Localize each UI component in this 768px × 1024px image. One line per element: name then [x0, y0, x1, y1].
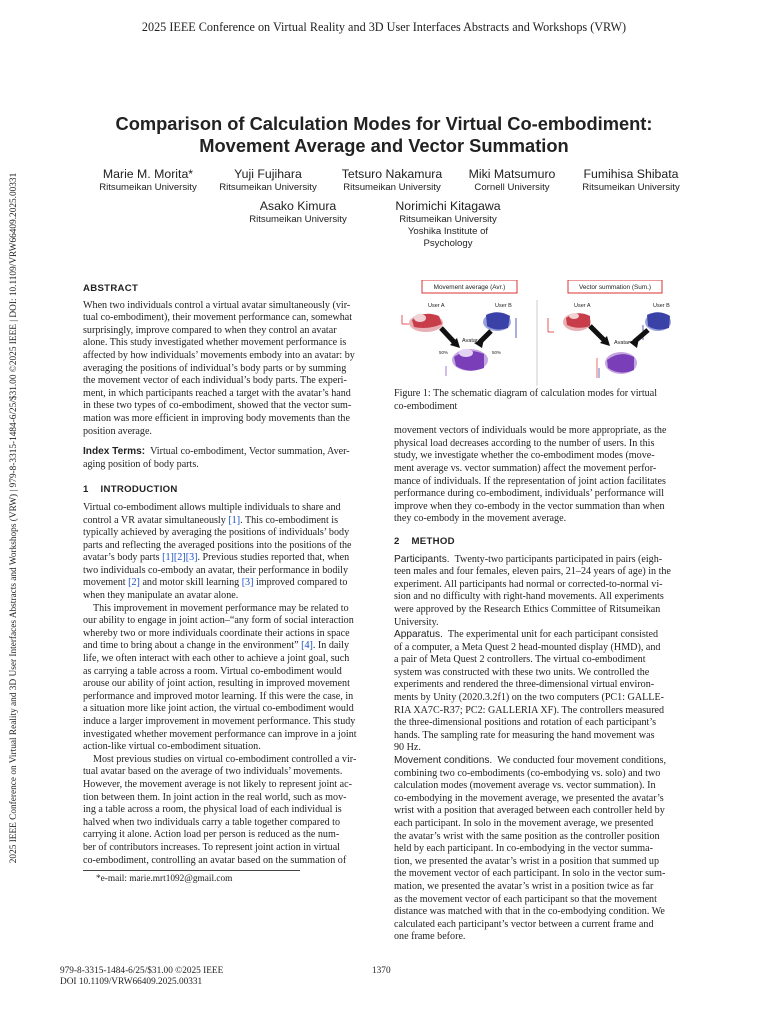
text-line: system was constructed with these two units. We controlled the: [394, 666, 650, 678]
text-line: action-like virtual co-embodiment situation.: [83, 741, 261, 753]
user-a-label: User A: [428, 303, 445, 309]
author-name: Asako Kimura: [259, 199, 337, 213]
index-terms-line: Virtual co-embodiment, Vector summation, Aver-: [150, 446, 350, 458]
text-line: and time to bring about a change in the environment” [4]. In daily: [83, 640, 350, 652]
author-7: [378, 199, 518, 250]
avatar-label: Avatar: [614, 340, 630, 346]
text-line: hands. The sampling rate for measuring the hand movement was: [394, 729, 655, 741]
intro-heading: [83, 484, 374, 497]
text-line: movement [2] and motor skill learning [3] improved compared to: [83, 577, 348, 589]
text-line: improve when they co-embody in the vector summation than when: [394, 500, 665, 512]
text-line: a situation more like joint action, the virtual co-embodiment would: [83, 703, 354, 715]
doi-sidebar: [4, 123, 24, 913]
arrow-a-to-avatar-icon: [590, 326, 604, 340]
avatar-arm-icon: [605, 352, 637, 374]
left-column: [83, 283, 374, 867]
section-number: 2: [394, 535, 400, 547]
abstract-line: surprisingly, improve compared to when they control an avatar: [83, 324, 337, 336]
text-line: movement vectors of individuals would be more appropriate, as the: [394, 425, 667, 437]
section-title: INTRODUCTION: [100, 484, 178, 496]
section-title: METHOD: [411, 535, 455, 547]
text-line: Most previous studies on virtual co-embodiment controlled a vir-: [93, 753, 357, 765]
text-line: performance during co-embodiment, individuals’ performance will: [394, 488, 665, 500]
caption-line: Figure 1: The schematic diagram of calculation modes for virtual: [394, 388, 658, 399]
text-line: two individuals co-embody an avatar, their performance in bodily: [83, 564, 349, 576]
avr-label: Movement average (Avr.): [433, 284, 506, 291]
apparatus-label: Apparatus.: [394, 629, 443, 641]
abstract-text: [83, 300, 374, 439]
citation-link[interactable]: [4]: [301, 640, 313, 652]
citation-link[interactable]: [2]: [128, 577, 140, 589]
isbn-line: 979-8-3315-1484-6/25/$31.00 ©2025 IEEE: [60, 966, 224, 976]
page-footer: [60, 966, 223, 988]
text-line: each participant. In solo in the movement average, we presented: [394, 818, 654, 829]
text-line: a pair of Meta Quest 2 controllers. The virtual co-embodiment: [394, 654, 646, 666]
author-name: Miki Matsumuro: [468, 167, 556, 181]
text-line: mance of individuals. If the representation of joint action facilitates: [394, 475, 666, 487]
author-affiliation: Ritsumeikan University: [399, 214, 497, 225]
author-4: [452, 167, 572, 194]
author-name: Fumihisa Shibata: [583, 167, 679, 181]
author-affiliation: Cornell University: [474, 182, 550, 193]
right-column: [394, 388, 685, 944]
author-name: Yuji Fujihara: [234, 167, 302, 181]
text-line: co-embodiment, controlling an avatar based on the summation of: [83, 854, 347, 866]
user-a-arm-icon: [409, 314, 443, 332]
author-affiliation: Ritsumeikan University: [343, 182, 441, 193]
text-line: study, we investigate whether the co-embodiment modes (move-: [394, 450, 655, 462]
author-affiliation: Psychology: [423, 238, 473, 249]
text-line: ments by Unity (2020.3.2f1) on the two computers (PC1: GALLE-: [394, 692, 664, 704]
title-line-1: Comparison of Calculation Modes for Virtual Co-embodiment:: [115, 113, 653, 134]
text-line: co-embodying in the movement average, we presented the avatar’s: [394, 792, 664, 804]
user-b-label: User B: [495, 303, 512, 309]
text-line: the avatar’s wrist with the same position as the controller position: [394, 830, 660, 842]
text-line: the movement vector of each participant. In solo in the vector sum-: [394, 868, 666, 880]
abstract-line: the movement vector of each individual’s body parts. The experi-: [83, 375, 347, 387]
text-line: sion and no difficulty with right-hand movements. All experiments: [394, 591, 664, 603]
text-line: tual avatar based on the average of two individuals’ movements.: [83, 766, 343, 778]
intro-paragraph-1: [83, 502, 374, 603]
arrow-a-to-avatar-icon: [441, 328, 454, 342]
text-line: 90 Hz.: [394, 742, 421, 754]
text-line: Twenty-two participants participated in pairs (eigh-: [454, 553, 663, 565]
text-line: life, we often interact with each other to achieve a joint goal, such: [83, 653, 350, 665]
avr-pct-a: 50%: [439, 350, 449, 355]
text-line: our ability to engage in joint action–“any form of social interaction: [83, 615, 354, 627]
text-line: carrying it alone. Action load per person is reduced as the num-: [83, 829, 340, 841]
text-line: tion, we presented the avatar’s wrist in a position that summed up: [394, 855, 660, 867]
text-line: performance and improved motor learning. If this were the case, in: [83, 690, 354, 702]
abstract-line: alone. This study investigated whether movement performance is: [83, 337, 347, 349]
text-line: teen males and four females, eleven pairs, 21–24 years of age) in the: [394, 566, 671, 578]
title-line-2: Movement Average and Vector Summation: [199, 135, 569, 156]
author-affiliation: Yoshika Institute of: [407, 226, 489, 237]
author-affiliation: Ritsumeikan University: [219, 182, 317, 193]
avr-pct-b: 50%: [492, 350, 502, 355]
citation-link[interactable]: [1]: [228, 514, 241, 526]
doi-line: DOI 10.1109/VRW66409.2025.00331: [60, 977, 203, 987]
author-name: Marie M. Morita*: [102, 167, 194, 181]
conditions-paragraph: [394, 755, 685, 944]
text-line: Virtual co-embodiment allows multiple individuals to share and: [83, 501, 341, 513]
text-line: experiment. All participants had normal or corrected-to-normal vi-: [394, 578, 663, 590]
conference-header: 2025 IEEE Conference on Virtual Reality and 3D User Interfaces Abstracts and Workshops (VRW): [141, 20, 627, 34]
text-line: distance was matched with that in the co-embodying condition. We: [394, 906, 665, 918]
text-line: calculation modes (movement average vs. vector summation). In: [394, 780, 656, 792]
text-line: physical load decreases according to the number of users. In this: [394, 437, 655, 449]
text-line: ment average vs. vector summation) affect the movement perfor-: [394, 462, 657, 474]
avatar-label: Avatar: [462, 338, 478, 344]
paper-title: [0, 113, 768, 157]
text-line: the three-dimensional positions and rotation of each participant’s: [394, 717, 657, 729]
user-b-arm-icon: [645, 312, 671, 331]
author-affiliation: Ritsumeikan University: [582, 182, 680, 193]
abstract-line: When two individuals control a virtual avatar simultaneously (vir-: [83, 299, 351, 311]
author-name: Tetsuro Nakamura: [341, 167, 443, 181]
text-line: avatar’s body parts [1][2][3]. Previous studies reported that, when: [83, 552, 350, 564]
section-number: 1: [83, 484, 89, 496]
user-b-label: User B: [653, 303, 670, 309]
text-line: RIA XA7C-R37; PC2: GALLERIA XF). The controllers measured: [394, 704, 665, 716]
author-affiliation: Ritsumeikan University: [99, 182, 197, 193]
author-3: [332, 167, 452, 194]
text-line: arouse our ability of joint action, resulting in improved movement: [83, 678, 350, 690]
intro-paragraph-3: [83, 754, 374, 867]
text-line: when they manipulate an avatar alone.: [83, 590, 239, 602]
abstract-heading: ABSTRACT: [83, 283, 139, 294]
footnote-email: *e-mail: marie.mrt1092@gmail.com: [96, 874, 233, 884]
index-terms-label: Index Terms:: [83, 446, 146, 458]
citation-link[interactable]: [3]: [185, 552, 198, 564]
participants-paragraph: [394, 554, 685, 630]
text-line: University.: [394, 616, 439, 628]
user-a-label: User A: [574, 303, 591, 309]
text-line: wrist with a position that averaged between each controller held by: [394, 805, 665, 817]
text-line: ber of contributors increases. To represent joint action in virtual: [83, 841, 340, 853]
footnote-rule: [83, 870, 300, 871]
abstract-line: position average.: [83, 425, 152, 437]
text-line: held by each participant. In co-embodying in the vector summa-: [394, 843, 653, 855]
text-line: However, the movement average is not likely to represent joint ac-: [83, 778, 352, 790]
user-b-arm-icon: [483, 312, 511, 331]
citation-link[interactable]: [1]: [162, 552, 174, 564]
text-line: of a computer, a Meta Quest 2 head-mounted display (HMD), and: [394, 641, 661, 653]
figure-caption: [394, 388, 685, 413]
text-line: as carrying a table across a room. Virtual co-embodiment would: [83, 665, 342, 677]
text-line: calculated each participant’s vector between a current frame and: [394, 918, 654, 930]
author-affiliation: Ritsumeikan University: [249, 214, 347, 225]
page-number: 1370: [372, 966, 391, 976]
method-heading: [394, 536, 685, 549]
text-line: The experimental unit for each participant consisted: [447, 629, 659, 641]
intro-continuation: [394, 425, 685, 526]
author-2: [208, 167, 328, 194]
text-line: This improvement in movement performance may be related to: [93, 602, 349, 614]
figure-1: [394, 280, 685, 386]
calculation-modes-diagram: [394, 280, 685, 386]
author-5: [569, 167, 693, 194]
text-line: halved when two individuals carry a table together compared to: [83, 816, 341, 828]
text-line: they co-embody in the movement average.: [394, 513, 567, 525]
user-a-arm-icon: [563, 313, 591, 331]
abstract-line: ment, in which participants reached a target with the avatar’s hand: [83, 387, 351, 399]
author-6: [238, 199, 358, 226]
text-line: experiments and rendered the three-dimensional virtual environ-: [394, 679, 655, 691]
author-name: Norimichi Kitagawa: [395, 199, 501, 213]
conditions-label: Movement conditions.: [394, 755, 493, 767]
text-line: induce a larger improvement in movement performance. This study: [83, 716, 356, 727]
doi-sidebar-text: 2025 IEEE Conference on Virtual Reality and 3D User Interfaces Abstracts and Workshops (VRW) | 979-8-3315-1484-6/25/$31.00 ©2025 IEEE | DOI: 10.1109/VRW66409.2025.00331: [9, 172, 19, 864]
text-line: mation, we presented the avatar’s wrist in a position twice as far: [394, 880, 654, 892]
abstract-line: tual co-embodiment), their movement performance can, somewhat: [83, 312, 353, 324]
intro-paragraph-2: [83, 603, 374, 754]
text-line: We conducted four movement conditions,: [497, 755, 667, 767]
text-line: investigated whether movement performance can improve in a joint: [83, 728, 357, 740]
citation-link[interactable]: [3]: [241, 577, 254, 589]
index-terms: [83, 446, 374, 471]
avatar-arm-icon: [452, 349, 488, 371]
apparatus-paragraph: [394, 629, 685, 755]
abstract-line: in these two types of co-embodiment, showed that the vector sum-: [83, 400, 352, 412]
citation-link[interactable]: [2]: [173, 552, 186, 564]
text-line: whereby two or more individuals coordinate their actions in space: [83, 627, 350, 639]
text-line: tion between them. In joint action in the real world, such as mov-: [83, 791, 347, 803]
text-line: typically achieved by averaging the positions of individuals’ body: [83, 527, 350, 539]
author-1: [83, 167, 213, 194]
participants-label: Participants.: [394, 553, 450, 565]
abstract-line: affected by how individuals’ movements embody into an avatar: by: [83, 349, 355, 361]
sum-label: Vector summation (Sum.): [578, 284, 652, 291]
index-terms-line: aging position of body parts.: [83, 458, 199, 470]
abstract-line: averaging the positions of individual’s body parts or by summing: [83, 362, 347, 374]
text-line: combining two co-embodiments (co-embodying vs. solo) and two: [394, 767, 661, 779]
caption-line: co-embodiment: [394, 400, 458, 412]
text-line: control a VR avatar simultaneously [1]. This co-embodiment is: [83, 514, 339, 526]
text-line: were approved by the Research Ethics Committee of Ritsumeikan: [394, 603, 661, 615]
abstract-line: mation was more efficient in improving body movements than the: [83, 412, 350, 424]
text-line: one frame before.: [394, 931, 466, 943]
text-line: as the movement vector of each participant so that the movement: [394, 893, 657, 905]
text-line: ing a table across a room, the physical load of each individual is: [83, 804, 342, 816]
text-line: parts and reflecting the averaged positions into the positions of the: [83, 539, 352, 551]
